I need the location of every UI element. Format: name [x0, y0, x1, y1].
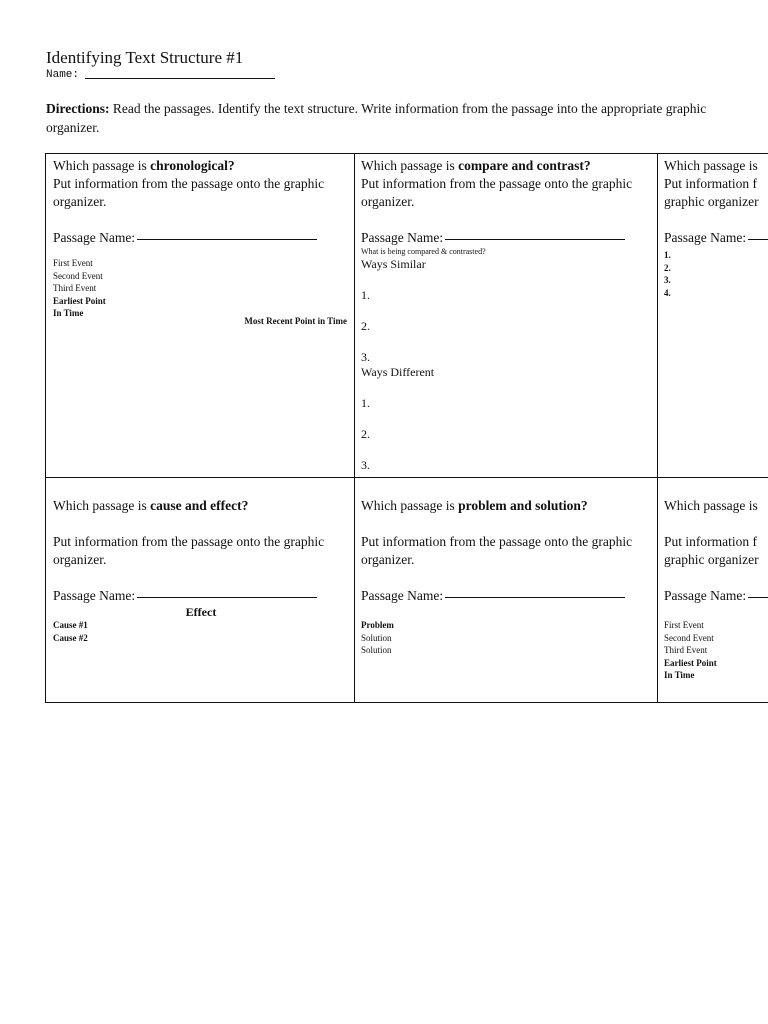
ways-different-label: Ways Different [361, 365, 435, 379]
passage-name-blank[interactable] [748, 597, 768, 598]
instruction-problem: Put information from the passage onto the graphic organizer. [361, 534, 633, 567]
cause-organizer [53, 619, 349, 644]
different-item-1: 1. [361, 396, 370, 410]
third-item-4: 4. [664, 287, 671, 298]
solution-2-label: Solution [361, 645, 392, 655]
cause-1-label: Cause #1 [53, 620, 88, 630]
third-list [664, 249, 768, 299]
in-time-label: In Time [53, 308, 84, 318]
passage-name-cause[interactable]: Passage Name: [53, 587, 349, 605]
name-blank-line[interactable] [85, 78, 275, 79]
similar-item-3: 3. [361, 350, 370, 364]
page-title: Identifying Text Structure #1 [46, 48, 244, 67]
similar-item-1: 1. [361, 288, 370, 302]
chronological-organizer [53, 257, 349, 327]
directions-text: Read the passages. Identify the text structure. Write information from the passage into the appropriate graphic organizer. [46, 101, 707, 135]
passage-name-sixth[interactable]: Passage Name: [664, 587, 768, 605]
first-event-label: First Event [53, 258, 93, 268]
question-cause: Which passage is cause and effect? [53, 498, 249, 513]
sixth-organizer [664, 619, 768, 682]
second-event-label: Second Event [53, 270, 103, 281]
cause-2-label: Cause #2 [53, 632, 88, 643]
sixth-earliest-point: Earliest Point [664, 657, 717, 668]
cell-third-partial [664, 157, 768, 475]
third-item-1: 1. [664, 250, 671, 260]
name-label: Name: [46, 69, 80, 81]
directions [46, 99, 736, 137]
graphic-organizer-grid [45, 153, 768, 703]
third-item-3: 3. [664, 275, 671, 285]
different-item-3: 3. [361, 458, 370, 472]
question-chronological: Which passage is chronological? [53, 158, 235, 173]
cell-problem-solution [361, 497, 653, 697]
instruction-chronological: Put information from the passage onto the graphic organizer. [53, 176, 325, 209]
sixth-second-event: Second Event [664, 632, 714, 643]
passage-name-blank[interactable] [748, 239, 768, 240]
passage-name-blank[interactable] [137, 239, 317, 240]
sixth-first-event: First Event [664, 620, 704, 630]
cell-sixth-partial [664, 497, 768, 697]
passage-name-compare[interactable]: Passage Name: [361, 229, 653, 247]
passage-name-blank[interactable] [445, 597, 625, 598]
passage-name-blank[interactable] [137, 597, 317, 598]
cell-cause-effect [53, 497, 349, 697]
directions-label: Directions: [46, 101, 110, 116]
third-item-2: 2. [664, 262, 671, 273]
name-field[interactable] [46, 69, 275, 81]
effect-label: Effect [185, 605, 217, 619]
instruction-cause: Put information from the passage onto the graphic organizer. [53, 534, 325, 567]
instruction-third-line1: Put information f [664, 176, 757, 191]
problem-label: Problem [361, 620, 394, 630]
grid-divider-v1 [354, 154, 355, 702]
third-event-label: Third Event [53, 283, 97, 293]
cell-chronological [53, 157, 349, 475]
similar-item-2: 2. [361, 319, 370, 333]
instruction-third-line2: graphic organizer [664, 194, 759, 209]
passage-name-problem[interactable]: Passage Name: [361, 587, 653, 605]
ways-similar-label: Ways Similar [361, 257, 426, 271]
sixth-third-event: Third Event [664, 645, 708, 655]
most-recent-label: Most Recent Point in Time [244, 315, 347, 326]
cell-compare-contrast [361, 157, 653, 475]
question-sixth: Which passage is [664, 498, 758, 513]
instruction-sixth-line1: Put information f [664, 534, 757, 549]
passage-name-third[interactable]: Passage Name: [664, 229, 768, 247]
question-third: Which passage is [664, 158, 758, 173]
grid-divider-v2 [657, 154, 658, 702]
grid-divider-h [46, 477, 768, 478]
instruction-compare: Put information from the passage onto the graphic organizer. [361, 176, 633, 209]
passage-name-chronological[interactable]: Passage Name: [53, 229, 349, 247]
question-compare: Which passage is compare and contrast? [361, 158, 591, 173]
compare-note: What is being compared & contrasted? [361, 247, 486, 256]
earliest-point-label: Earliest Point [53, 295, 106, 306]
problem-organizer [361, 619, 653, 657]
different-item-2: 2. [361, 427, 370, 441]
question-problem: Which passage is problem and solution? [361, 498, 588, 513]
passage-name-blank[interactable] [445, 239, 625, 240]
solution-1-label: Solution [361, 632, 392, 643]
sixth-in-time: In Time [664, 670, 695, 680]
instruction-sixth-line2: graphic organizer [664, 552, 759, 567]
